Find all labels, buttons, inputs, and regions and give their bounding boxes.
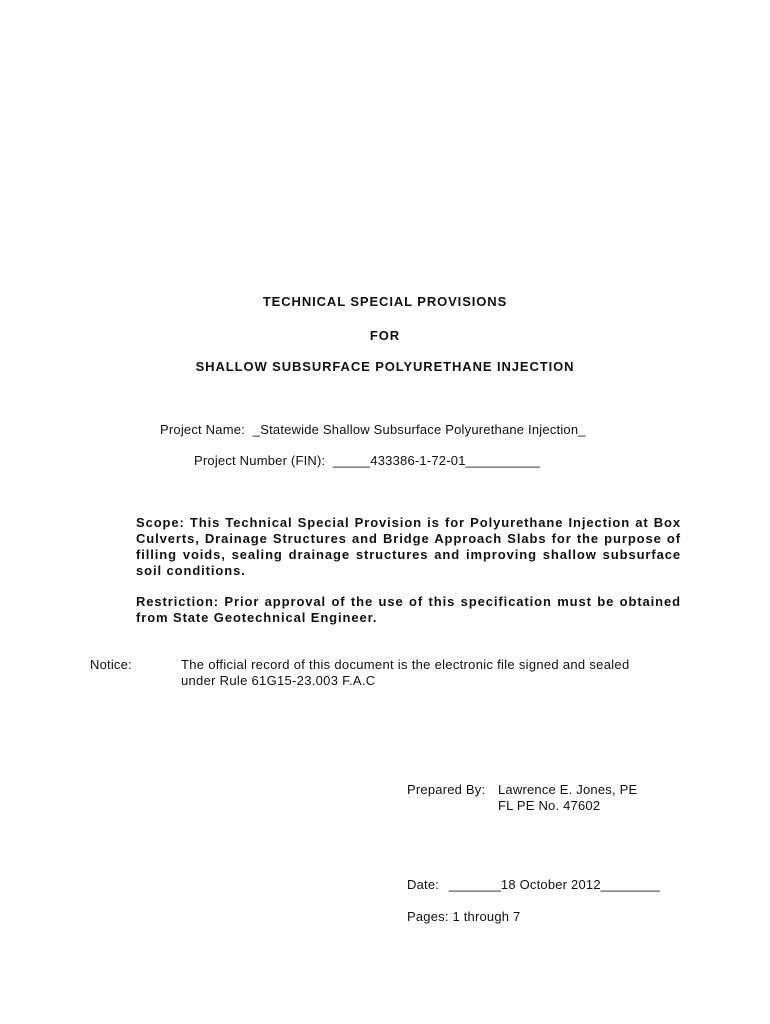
date-row bbox=[407, 877, 660, 892]
notice-label: Notice: bbox=[90, 657, 132, 672]
document-title: TECHNICAL SPECIAL PROVISIONS bbox=[262, 294, 508, 309]
for-label: FOR bbox=[369, 328, 401, 343]
preparer-license: FL PE No. 47602 bbox=[498, 798, 601, 813]
project-name-label: Project Name: bbox=[160, 422, 245, 437]
document-subject: SHALLOW SUBSURFACE POLYURETHANE INJECTION bbox=[195, 359, 575, 374]
date-label: Date: bbox=[407, 877, 440, 892]
project-number-label: Project Number (FIN): bbox=[194, 453, 326, 468]
preparer-name: Lawrence E. Jones, PE bbox=[498, 782, 638, 797]
project-number-value: _____433386-1-72-01__________ bbox=[333, 453, 540, 468]
project-number-row bbox=[194, 453, 540, 468]
project-name-value: _Statewide Shallow Subsurface Polyurethane Injection_ bbox=[252, 422, 586, 437]
date-value: _______18 October 2012________ bbox=[448, 877, 661, 892]
pages-text: Pages: 1 through 7 bbox=[407, 909, 521, 924]
restriction-paragraph: Restriction: Prior approval of the use of this specification must be obtained from State Geotechnical Engineer. bbox=[136, 594, 681, 625]
notice-text: The official record of this document is the electronic file signed and sealed under Rule 61G15-23.003 F.A.C bbox=[181, 657, 630, 688]
scope-paragraph: Scope: This Technical Special Provision is for Polyurethane Injection at Box Culverts, Drainage Structures and Bridge Approach Slabs for the purpose of filling voids, sealing drainage structures and improving shallow subsurface soil conditions. bbox=[136, 515, 681, 578]
prepared-by-label: Prepared By: bbox=[407, 782, 486, 797]
project-name-row bbox=[160, 422, 586, 437]
